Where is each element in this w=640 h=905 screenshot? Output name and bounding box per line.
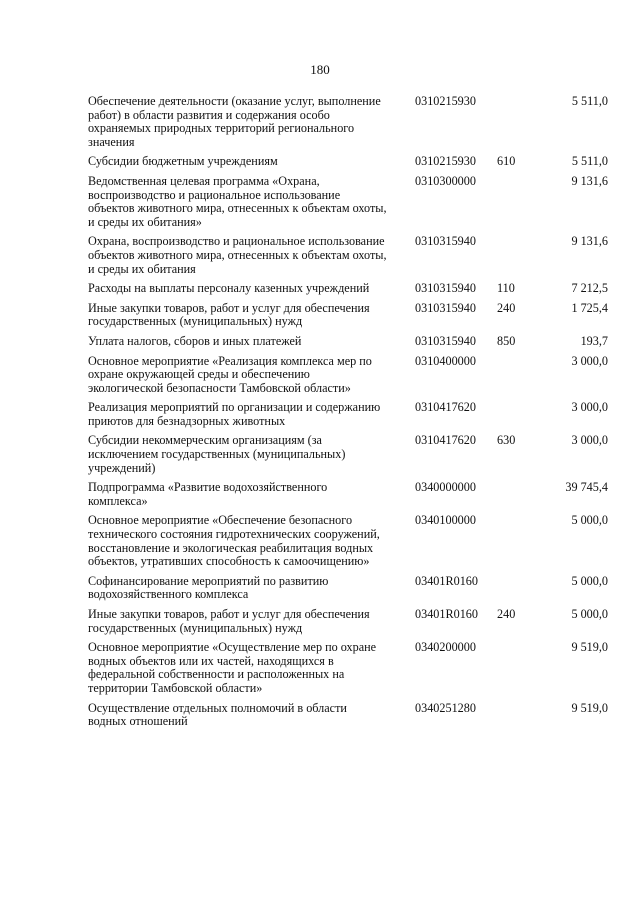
row-name: Подпрограмма «Развитие водохозяйственного комплекса» <box>88 480 328 508</box>
row-amount: 3 000,0 <box>571 353 608 368</box>
row-name: Реализация мероприятий по организации и содержанию приютов для безнадзорных животных <box>88 400 381 428</box>
table-row <box>88 434 608 475</box>
row-code: 0310315940 <box>415 234 476 249</box>
row-amount: 9 519,0 <box>571 640 608 655</box>
row-amount: 193,7 <box>580 333 608 348</box>
row-code: 0310315940 <box>415 333 476 348</box>
table-row <box>88 155 608 169</box>
table-row <box>88 641 608 695</box>
row-name: Обеспечение деятельности (оказание услуг, выполнение работ) в области развития и содержания особо охраняемых природных территорий регионального значения <box>88 94 381 149</box>
row-code: 0310417620 <box>415 433 476 448</box>
row-code: 0340000000 <box>415 480 476 495</box>
table-row <box>88 514 608 568</box>
row-type: 610 <box>497 154 516 169</box>
row-type: 110 <box>497 281 515 296</box>
row-code: 0340100000 <box>415 513 476 528</box>
row-name: Расходы на выплаты персоналу казенных учреждений <box>88 281 370 296</box>
row-type: 240 <box>497 300 516 315</box>
row-name: Основное мероприятие «Осуществление мер по охране водных объектов или их частей, находящихся в федеральной собственности и расположенных на территории Тамбовской области» <box>88 640 377 695</box>
table-row <box>88 355 608 396</box>
row-amount: 39 745,4 <box>565 480 608 495</box>
row-name: Иные закупки товаров, работ и услуг для обеспечения государственных (муниципальных) нужд <box>88 607 370 635</box>
table-row <box>88 235 608 276</box>
row-type: 630 <box>497 433 516 448</box>
row-name: Уплата налогов, сборов и иных платежей <box>88 333 302 348</box>
row-amount: 9 519,0 <box>571 700 608 715</box>
table-row <box>88 335 608 349</box>
row-amount: 5 000,0 <box>571 607 608 621</box>
row-code: 0310315940 <box>415 281 476 296</box>
table-row <box>88 702 608 729</box>
row-code: 0310315940 <box>415 300 476 315</box>
table-row <box>88 302 608 329</box>
row-name: Субсидии некоммерческим организациям (за исключением государственных (муниципальных) учреждений) <box>88 433 346 475</box>
row-name: Иные закупки товаров, работ и услуг для обеспечения государственных (муниципальных) нужд <box>88 300 370 329</box>
row-amount: 3 000,0 <box>571 433 608 448</box>
row-name: Осуществление отдельных полномочий в области водных отношений <box>88 700 347 729</box>
row-name: Ведомственная целевая программа «Охрана, воспроизводство и рациональное использование объектов животного мира, отнесенных к объектам охоты, и среды их обитания» <box>88 173 387 229</box>
table-row <box>88 95 608 149</box>
row-amount: 5 511,0 <box>571 154 608 169</box>
table-row <box>88 608 608 635</box>
row-type: 240 <box>497 607 516 621</box>
table-row <box>88 575 608 602</box>
row-amount: 5 000,0 <box>571 513 608 528</box>
row-code: 0310215930 <box>415 94 476 108</box>
row-code: 03401R0160 <box>415 573 478 588</box>
row-code: 0340251280 <box>415 700 476 715</box>
page-number: 180 <box>310 62 330 77</box>
row-type: 850 <box>497 333 516 348</box>
row-code: 0310215930 <box>415 154 476 169</box>
row-name: Софинансирование мероприятий по развитию водохозяйственного комплекса <box>88 573 329 602</box>
table-row <box>88 282 608 296</box>
row-amount: 9 131,6 <box>571 234 608 249</box>
row-code: 0310400000 <box>415 353 476 368</box>
row-amount: 7 212,5 <box>571 281 608 296</box>
table-row <box>88 175 608 229</box>
row-code: 0310417620 <box>415 400 476 415</box>
row-amount: 1 725,4 <box>571 300 608 315</box>
row-name: Охрана, воспроизводство и рациональное использование объектов животного мира, отнесенных к объектам охоты, и среды их обитания <box>88 234 387 276</box>
table-row <box>88 481 608 508</box>
table-row <box>88 401 608 428</box>
row-code: 0340200000 <box>415 640 476 655</box>
row-name: Субсидии бюджетным учреждениям <box>88 154 278 169</box>
row-name: Основное мероприятие «Реализация комплекса мер по охране окружающей среды и обеспечению экологической безопасности Тамбовской области» <box>88 353 372 395</box>
row-code: 0310300000 <box>415 173 476 188</box>
row-amount: 5 511,0 <box>571 94 608 108</box>
budget-table <box>88 95 608 735</box>
row-code: 03401R0160 <box>415 607 478 621</box>
row-amount: 9 131,6 <box>571 173 608 188</box>
row-amount: 3 000,0 <box>571 400 608 415</box>
row-name: Основное мероприятие «Обеспечение безопасного технического состояния гидротехнических сооружений, восстановление и экологическая реабилитация водных объектов, утративших способность к самоочищению» <box>88 513 380 569</box>
row-amount: 5 000,0 <box>571 573 608 588</box>
